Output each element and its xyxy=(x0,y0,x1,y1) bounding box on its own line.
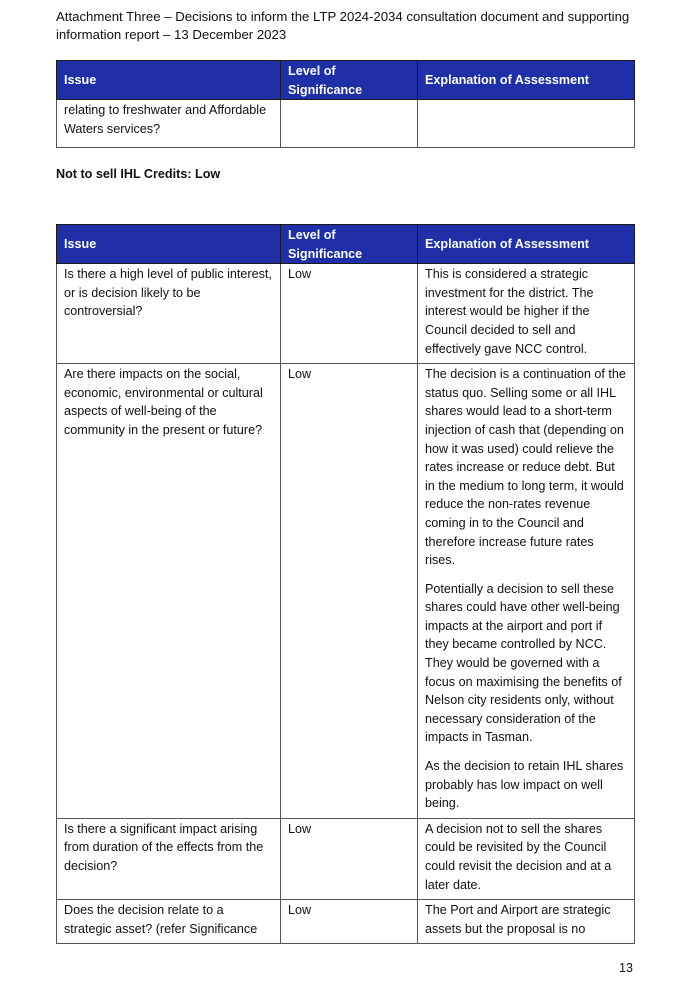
page-number: 13 xyxy=(618,961,633,975)
level-cell: Low xyxy=(281,818,418,899)
table-header-row xyxy=(57,61,635,100)
significance-table-ihl xyxy=(56,224,635,944)
table-row xyxy=(57,264,635,364)
explanation-cell xyxy=(418,100,635,148)
explanation-cell xyxy=(418,364,635,819)
table-row xyxy=(57,100,635,148)
table-row xyxy=(57,364,635,819)
issue-cell: Is there a significant impact arising from duration of the effects from the decision? xyxy=(57,818,281,899)
table-header-row xyxy=(57,225,635,264)
explanation-paragraph: This is considered a strategic investment for the district. The interest would be higher if the Council decided to sell and effectively gave NCC control. xyxy=(425,267,594,356)
document-header: Attachment Three – Decisions to inform the LTP 2024-2034 consultation document and supporting information report – 13 December 2023 xyxy=(56,9,630,42)
explanation-paragraph: A decision not to sell the shares could be revisited by the Council could revisit the decision and at a later date. xyxy=(425,821,612,892)
issue-cell: Is there a high level of public interest, or is decision likely to be controversial? xyxy=(57,264,281,364)
explanation-paragraph: The Port and Airport are strategic assets but the proposal is no xyxy=(425,903,611,936)
level-cell: Low xyxy=(281,264,418,364)
column-header-issue: Issue xyxy=(57,61,281,100)
column-header-issue: Issue xyxy=(57,225,281,264)
level-cell: Low xyxy=(281,900,418,944)
level-cell xyxy=(281,100,418,148)
explanation-cell xyxy=(418,264,635,364)
issue-cell: Are there impacts on the social, economic, environmental or cultural aspects of well-being of the community in the present or future? xyxy=(57,364,281,819)
table-row xyxy=(57,900,635,944)
explanation-paragraph: The decision is a continuation of the status quo. Selling some or all IHL shares would lead to a short-term injection of cash that (depending on how it was used) could relieve the rates increase or reduce debt. But in the medium to long term, it would reduce the non-rates revenue coming in to the Council and therefore increase future rates rises. xyxy=(425,367,626,568)
column-header-level: Level of Significance xyxy=(281,225,418,264)
column-header-explanation: Explanation of Assessment xyxy=(418,61,635,100)
issue-cell: relating to freshwater and Affordable Waters services? xyxy=(57,100,281,148)
significance-table-continued xyxy=(56,60,635,148)
column-header-explanation: Explanation of Assessment xyxy=(418,225,635,264)
explanation-paragraph: As the decision to retain IHL shares probably has low impact on well being. xyxy=(425,759,624,811)
explanation-paragraph: Potentially a decision to sell these shares could have other well-being impacts at the airport and port if they became controlled by NCC. They would be governed with a focus on maximising the benefits of Nelson city residents only, without necessary consideration of the impacts in Tasman. xyxy=(425,581,622,745)
explanation-cell xyxy=(418,900,635,944)
table-row xyxy=(57,818,635,899)
level-cell: Low xyxy=(281,364,418,819)
column-header-level: Level of Significance xyxy=(281,61,418,100)
section-heading: Not to sell IHL Credits: Low xyxy=(56,167,221,181)
issue-cell: Does the decision relate to a strategic asset? (refer Significance xyxy=(57,900,281,944)
explanation-cell xyxy=(418,818,635,899)
